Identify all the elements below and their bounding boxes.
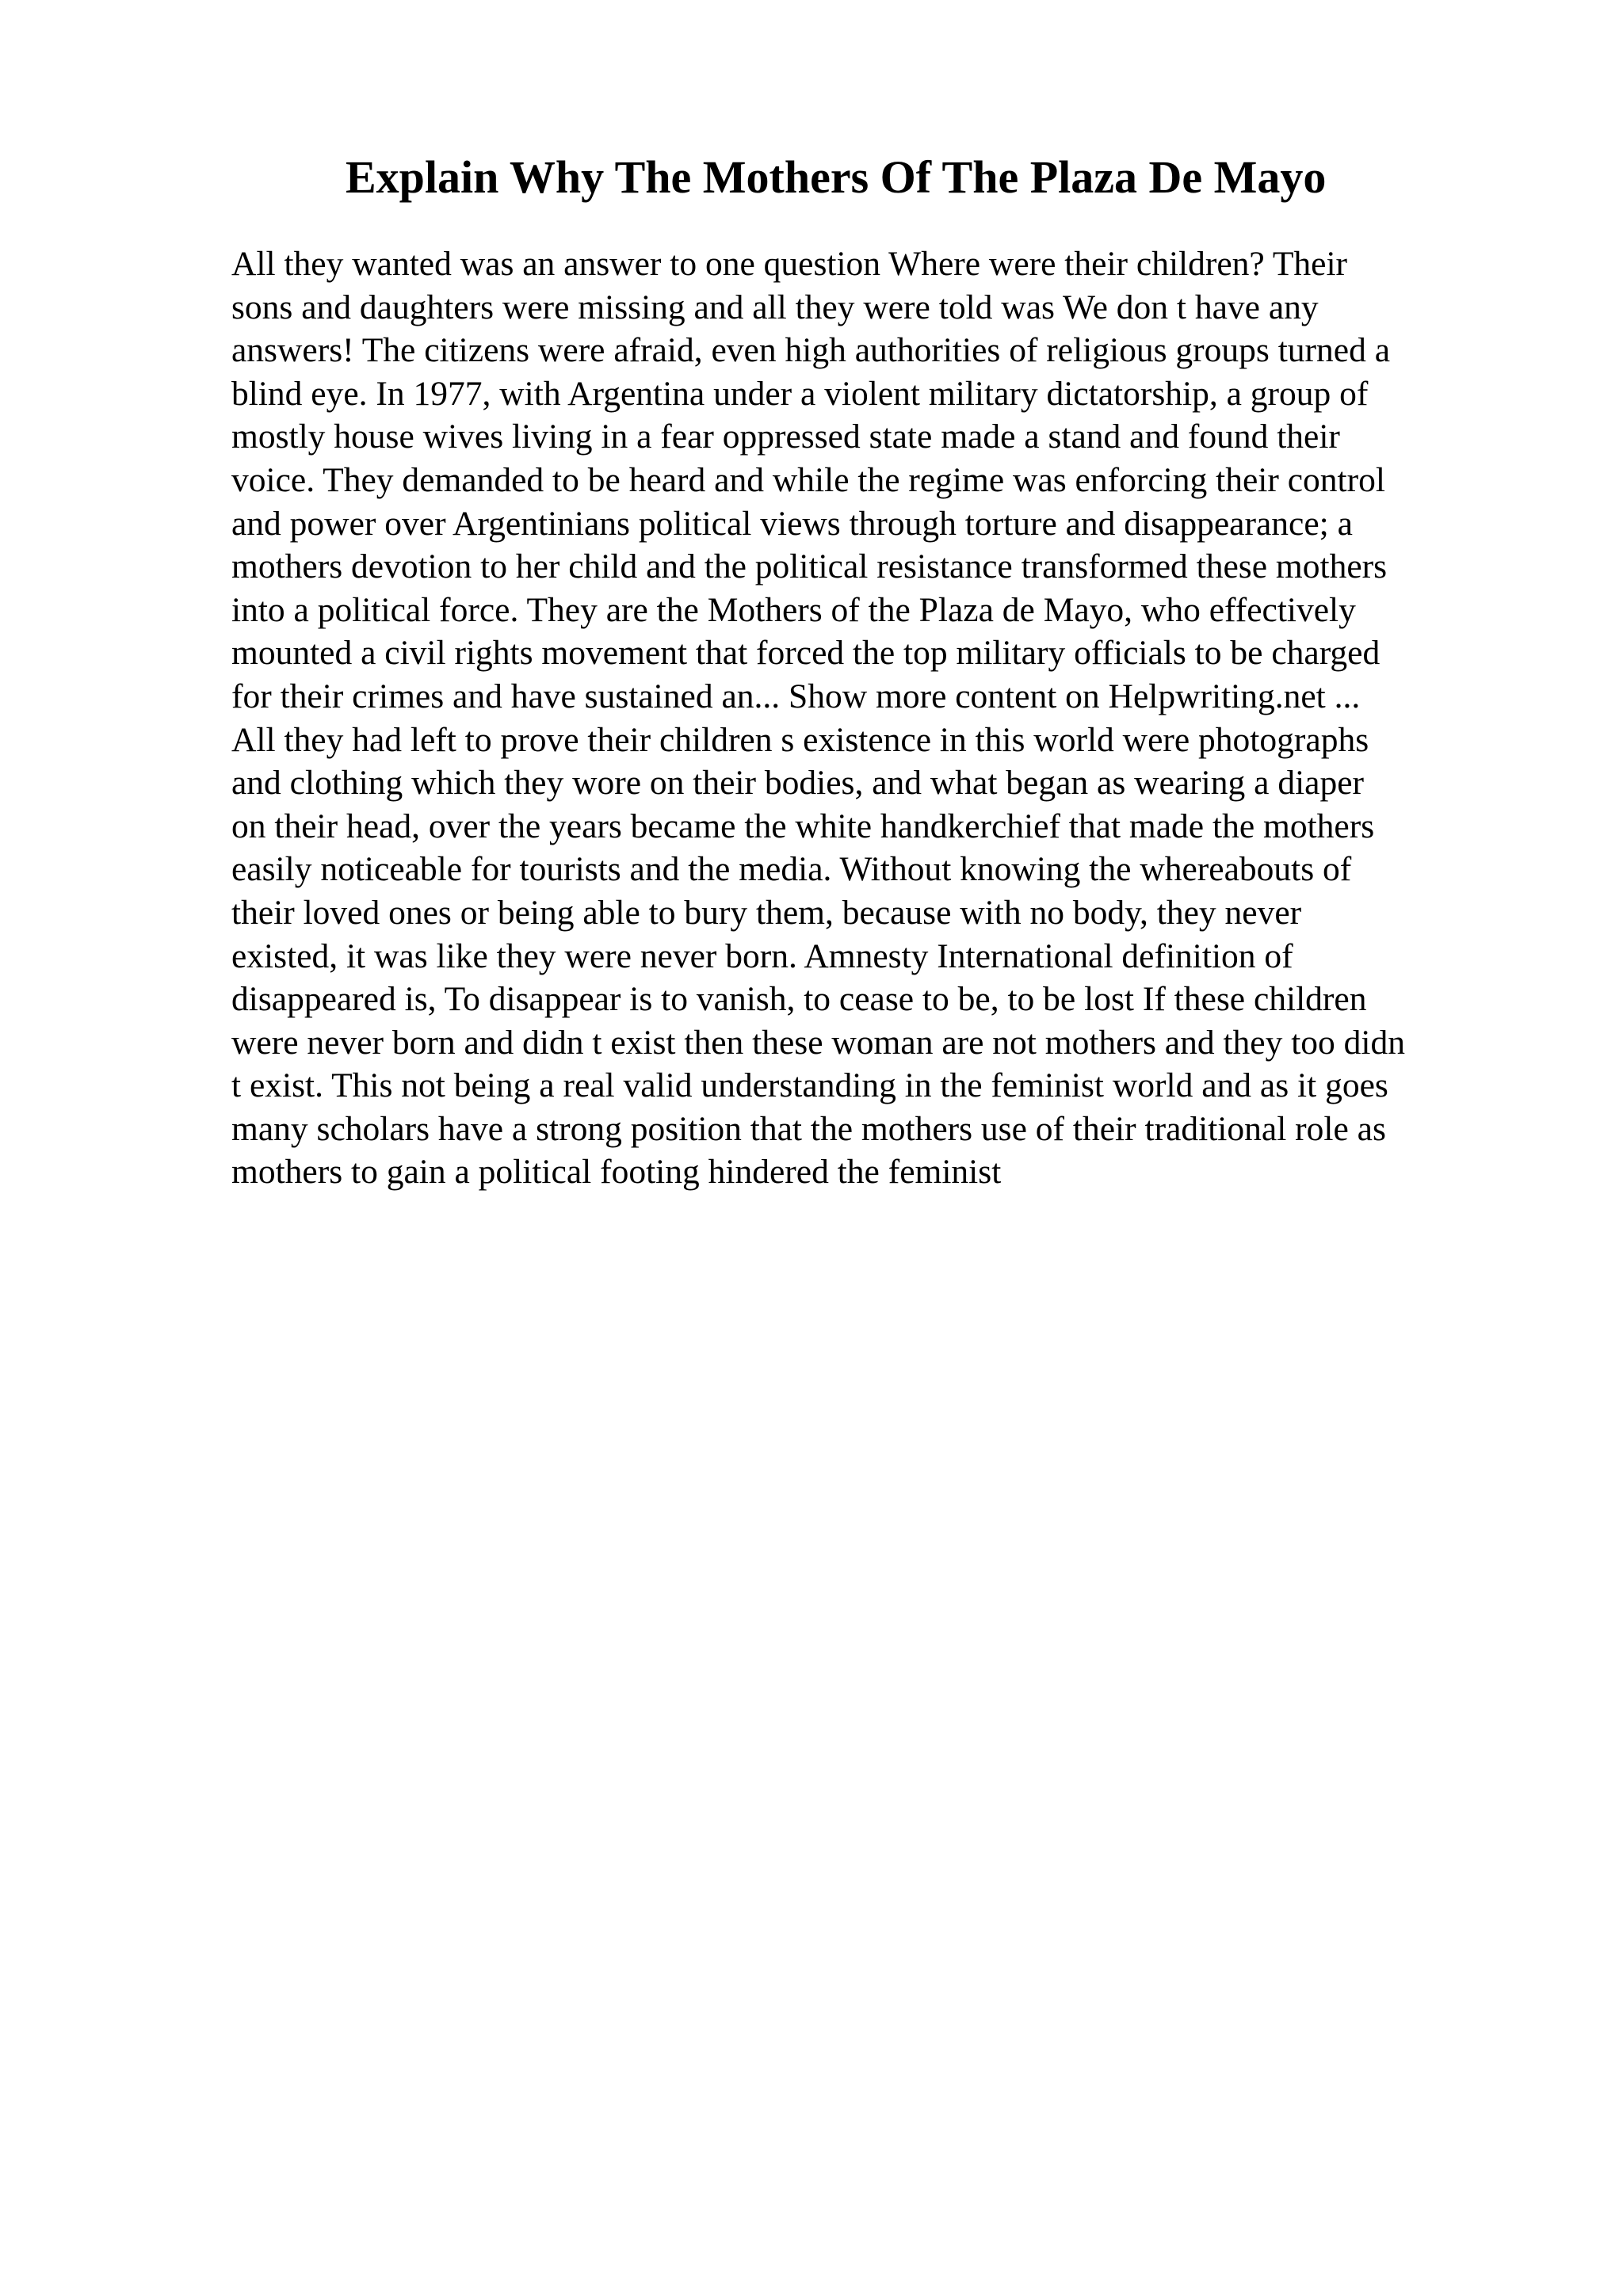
body-line: answers! The citizens were afraid, even high authorities of religious groups turned a bbox=[231, 331, 1391, 370]
body-line: many scholars have a strong position that the mothers use of their traditional role as bbox=[231, 1109, 1386, 1148]
body-line: and power over Argentinians political views through torture and disappearance; a bbox=[231, 504, 1353, 543]
body-line: disappeared is, To disappear is to vanish, to cease to be, to be lost If these children bbox=[231, 980, 1367, 1019]
body-line: for their crimes and have sustained an... Show more content on Helpwriting.net ... bbox=[231, 677, 1361, 715]
body-line: mothers devotion to her child and the political resistance transformed these mothers bbox=[231, 547, 1388, 586]
body-line: easily noticeable for tourists and the media. Without knowing the whereabouts of bbox=[231, 850, 1352, 889]
body-line: All they wanted was an answer to one question Where were their children? Their bbox=[231, 245, 1348, 283]
document-title: Explain Why The Mothers Of The Plaza De Mayo bbox=[346, 151, 1327, 203]
body-line: sons and daughters were missing and all they were told was We don t have any bbox=[231, 288, 1319, 326]
body-line: voice. They demanded to be heard and while the regime was enforcing their control bbox=[231, 460, 1385, 499]
body-line: mothers to gain a political footing hindered the feminist bbox=[231, 1153, 1002, 1192]
body-line: their loved ones or being able to bury them, because with no body, they never bbox=[231, 893, 1302, 932]
body-line: mounted a civil rights movement that forced the top military officials to be charged bbox=[231, 634, 1381, 673]
body-line: existed, it was like they were never born. Amnesty International definition of bbox=[231, 936, 1293, 975]
body-line: All they had left to prove their children s existence in this world were photographs bbox=[231, 720, 1369, 759]
body-line: t exist. This not being a real valid understanding in the feminist world and as it goes bbox=[231, 1066, 1388, 1105]
body-line: into a political force. They are the Mothers of the Plaza de Mayo, who effectively bbox=[231, 590, 1356, 629]
body-line: and clothing which they wore on their bodies, and what began as wearing a diaper bbox=[231, 764, 1365, 803]
body-line: blind eye. In 1977, with Argentina under a violent military dictatorship, a group of bbox=[231, 374, 1369, 413]
body-line: were never born and didn t exist then these woman are not mothers and they too didn bbox=[231, 1023, 1406, 1062]
body-line: mostly house wives living in a fear oppressed state made a stand and found their bbox=[231, 418, 1340, 456]
body-line: on their head, over the years became the white handkerchief that made the mothers bbox=[231, 807, 1375, 845]
document-body bbox=[231, 242, 1499, 1194]
